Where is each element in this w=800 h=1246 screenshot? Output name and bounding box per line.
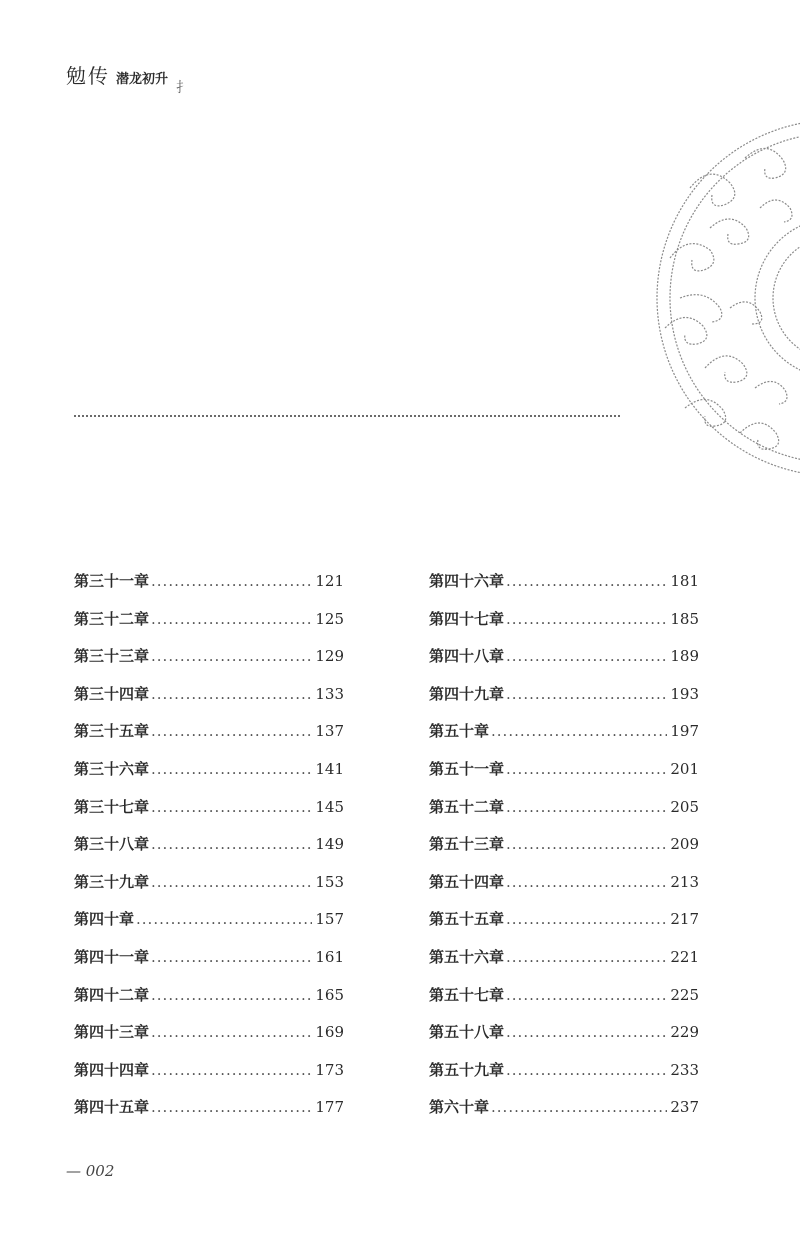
dot-leader <box>506 986 667 1004</box>
toc-entry-page: 229 <box>670 1023 699 1042</box>
dot-leader <box>506 798 667 816</box>
dot-leader <box>151 1023 312 1041</box>
toc-entry-page: 233 <box>670 1060 699 1079</box>
toc-entry-title: 第五十九章 <box>429 1060 505 1079</box>
toc-entry-title: 第三十一章 <box>74 572 150 590</box>
dot-leader <box>151 647 312 665</box>
toc-entry-page: 221 <box>670 947 699 966</box>
toc-entry-title: 第三十六章 <box>74 759 150 778</box>
toc-entry-page: 169 <box>315 1023 344 1042</box>
toc-entry[interactable] <box>74 908 344 946</box>
toc-entry-page: 145 <box>315 797 344 816</box>
toc-entry-page: 177 <box>315 1098 344 1117</box>
toc-entry-title: 第五十五章 <box>429 910 505 929</box>
dot-leader <box>506 1023 667 1041</box>
toc-entry-page: 125 <box>315 609 344 628</box>
toc-entry-title: 第三十七章 <box>74 797 150 816</box>
toc-entry[interactable] <box>74 833 344 871</box>
toc-entry-title: 第四十二章 <box>74 985 150 1004</box>
seal-mark-icon: ⺘ <box>176 80 191 96</box>
toc-entry-title: 第四十章 <box>74 910 135 929</box>
book-subtitle: 潜龙初升 <box>116 72 169 87</box>
toc-entry[interactable] <box>74 871 344 909</box>
toc-entry[interactable] <box>74 758 344 796</box>
dot-leader <box>151 948 312 966</box>
dot-leader <box>506 910 667 928</box>
toc-entry[interactable] <box>429 645 699 683</box>
toc-entry-page: 225 <box>670 985 699 1004</box>
toc-entry-title: 第三十九章 <box>74 872 150 891</box>
dot-leader <box>491 1098 667 1116</box>
toc-entry[interactable] <box>429 796 699 834</box>
toc-entry[interactable] <box>429 871 699 909</box>
toc-entry[interactable] <box>74 645 344 683</box>
toc-entry-page: 153 <box>315 872 344 891</box>
dot-leader <box>151 873 312 891</box>
toc-entry[interactable] <box>429 720 699 758</box>
book-title: 勉传 <box>66 64 110 88</box>
toc-entry[interactable] <box>74 1021 344 1059</box>
toc-entry[interactable] <box>74 1059 344 1097</box>
toc-entry-page: 197 <box>670 722 699 741</box>
toc-entry-page: 185 <box>670 609 699 628</box>
toc-entry[interactable] <box>74 608 344 646</box>
toc-entry-title: 第四十三章 <box>74 1023 150 1042</box>
dot-leader <box>151 798 312 816</box>
dot-leader <box>506 647 667 665</box>
toc-entry-page: 193 <box>670 684 699 703</box>
dot-leader <box>151 1061 312 1079</box>
dot-leader <box>151 835 312 853</box>
dot-leader <box>151 722 312 740</box>
toc-entry-page: 137 <box>315 722 344 741</box>
toc-column-right <box>429 570 699 1134</box>
toc-entry[interactable] <box>74 570 344 608</box>
dot-leader <box>506 685 667 703</box>
toc-entry[interactable] <box>74 946 344 984</box>
toc-entry-page: 217 <box>670 910 699 929</box>
toc-entry-page: 157 <box>315 910 344 929</box>
toc-entry[interactable] <box>74 683 344 721</box>
toc-entry-page: 213 <box>670 872 699 891</box>
cloud-scroll-medallion-icon <box>650 118 800 478</box>
toc-entry-title: 第四十六章 <box>429 572 505 590</box>
toc-entry-page: 133 <box>315 684 344 703</box>
toc-entry-page: 209 <box>670 835 699 854</box>
toc-entry[interactable] <box>74 720 344 758</box>
toc-entry[interactable] <box>429 1059 699 1097</box>
toc-entry-page: 201 <box>670 759 699 778</box>
toc-entry-page: 173 <box>315 1060 344 1079</box>
toc-entry-title: 第五十三章 <box>429 835 505 854</box>
running-header <box>66 60 191 96</box>
toc-entry-page: 189 <box>670 647 699 666</box>
toc-entry-page: 161 <box>315 947 344 966</box>
toc-entry-title: 第四十四章 <box>74 1060 150 1079</box>
toc-entry-title: 第四十八章 <box>429 647 505 666</box>
toc-entry-title: 第五十二章 <box>429 797 505 816</box>
toc-entry-title: 第五十四章 <box>429 872 505 891</box>
toc-entry[interactable] <box>429 946 699 984</box>
toc-entry-title: 第五十一章 <box>429 759 505 778</box>
toc-entry-page: 165 <box>315 985 344 1004</box>
dot-leader <box>491 722 667 740</box>
toc-entry[interactable] <box>429 683 699 721</box>
page-number: — 002 <box>66 1162 115 1180</box>
toc-entry-title: 第五十七章 <box>429 985 505 1004</box>
toc-entry-title: 第四十七章 <box>429 609 505 628</box>
toc-entry[interactable] <box>74 796 344 834</box>
dot-leader <box>151 572 312 590</box>
toc-entry[interactable] <box>429 908 699 946</box>
toc-entry[interactable] <box>429 1021 699 1059</box>
toc-entry-title: 第五十章 <box>429 722 490 741</box>
toc-entry-page: 141 <box>315 759 344 778</box>
toc-entry[interactable] <box>429 608 699 646</box>
toc-entry-title: 第三十五章 <box>74 722 150 741</box>
toc-entry[interactable] <box>74 1096 344 1134</box>
toc-entry[interactable] <box>429 984 699 1022</box>
toc-entry-page: 181 <box>670 572 699 590</box>
dot-leader <box>506 835 667 853</box>
toc-entry[interactable] <box>429 570 699 608</box>
toc-entry-title: 第三十八章 <box>74 835 150 854</box>
toc-entry[interactable] <box>429 1096 699 1134</box>
toc-entry-title: 第三十二章 <box>74 609 150 628</box>
dot-leader <box>151 610 312 628</box>
dot-leader <box>506 873 667 891</box>
toc-entry-page: 149 <box>315 835 344 854</box>
dot-leader <box>506 1061 667 1079</box>
toc-entry-title: 第四十九章 <box>429 684 505 703</box>
toc-entry-title: 第六十章 <box>429 1098 490 1117</box>
toc-entry-page: 237 <box>670 1098 699 1117</box>
toc-entry[interactable] <box>429 833 699 871</box>
toc-entry-page: 129 <box>315 647 344 666</box>
toc-entry-title: 第五十六章 <box>429 947 505 966</box>
dot-leader <box>506 610 667 628</box>
dot-leader <box>151 1098 312 1116</box>
toc-entry-title: 第五十八章 <box>429 1023 505 1042</box>
toc-entry-page: 205 <box>670 797 699 816</box>
toc-entry-page: 121 <box>315 572 344 590</box>
dot-leader <box>136 910 312 928</box>
dot-leader <box>506 572 667 590</box>
dot-leader <box>506 760 667 778</box>
toc-entry-title: 第三十四章 <box>74 684 150 703</box>
toc-entry[interactable] <box>429 758 699 796</box>
dot-leader <box>506 948 667 966</box>
toc-entry-title: 第三十三章 <box>74 647 150 666</box>
dot-leader <box>151 685 312 703</box>
toc-entry[interactable] <box>74 984 344 1022</box>
toc-entry-title: 第四十五章 <box>74 1098 150 1117</box>
section-divider <box>74 415 620 417</box>
dot-leader <box>151 760 312 778</box>
dot-leader <box>151 986 312 1004</box>
toc-entry-title: 第四十一章 <box>74 947 150 966</box>
toc-column-left <box>74 570 344 1134</box>
